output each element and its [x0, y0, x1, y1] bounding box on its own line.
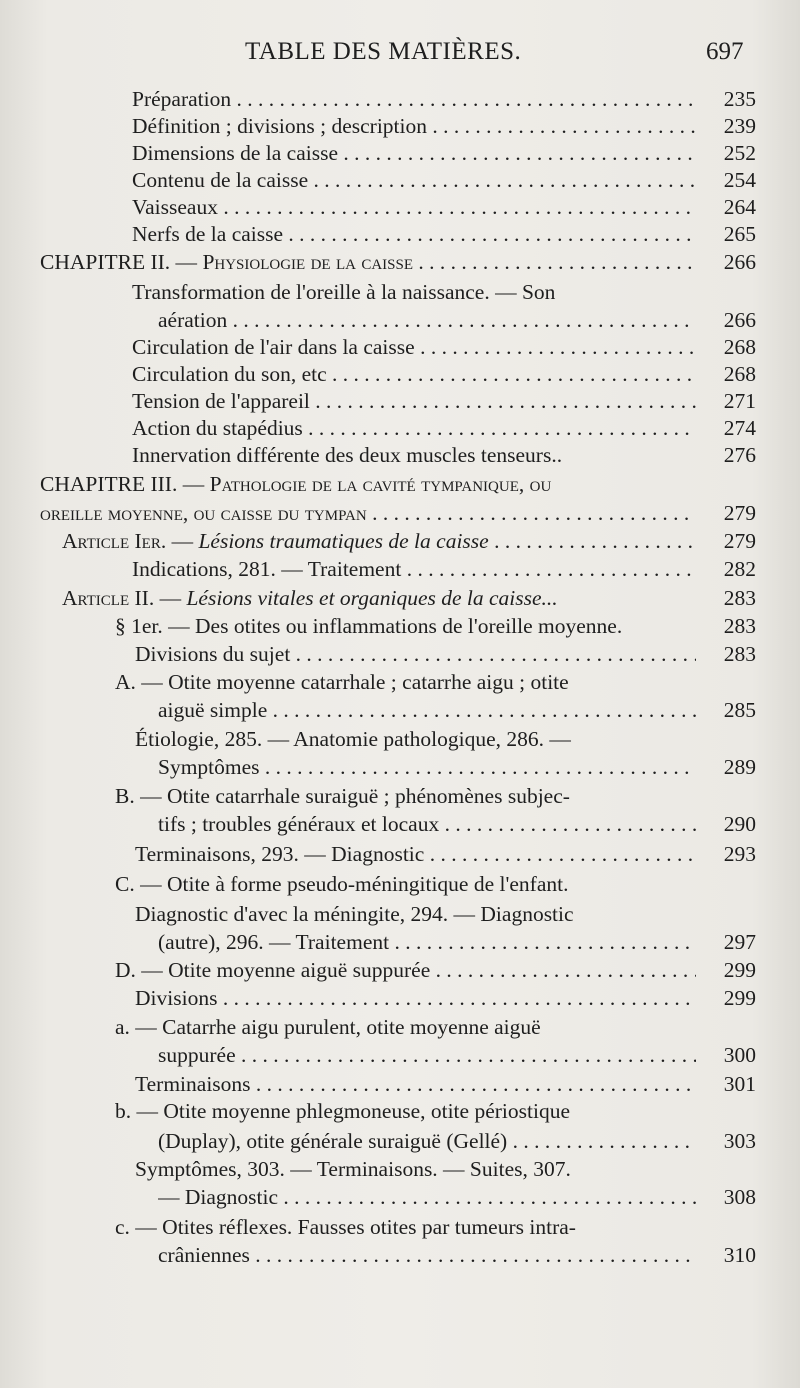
- toc-entry: [0, 669, 800, 696]
- toc-article-heading: [0, 585, 800, 612]
- toc-entry-text: (Duplay), otite générale suraiguë (Gellé) . . .: [158, 1128, 696, 1155]
- toc-entry: [0, 442, 800, 469]
- toc-entry-text: Innervation différente des deux muscles tenseurs..: [132, 443, 563, 467]
- toc-entry-text: Divisions du sujet . . .: [135, 641, 696, 668]
- toc-entry: [0, 334, 800, 361]
- toc-entry-text: Vaisseaux . . .: [132, 194, 696, 221]
- toc-entry-page: 266: [723, 250, 756, 274]
- toc-entry: [0, 726, 800, 753]
- toc-entry: [0, 783, 800, 810]
- toc-entry-page: 252: [723, 141, 756, 165]
- toc-entry-text: Contenu de la caisse . . .: [132, 167, 696, 194]
- toc-entry-page: 266: [723, 308, 756, 332]
- toc-entry-text: Symptômes, 303. — Terminaisons. — Suites, 307.: [135, 1157, 571, 1181]
- toc-chapter-text: [40, 471, 551, 498]
- toc-entry-text: Circulation de l'air dans la caisse . . .: [132, 334, 696, 361]
- toc-entry-text: (autre), 296. — Traitement . . .: [158, 929, 696, 956]
- toc-entry-page: 299: [723, 986, 756, 1010]
- toc-entry: [0, 1014, 800, 1041]
- toc-entry: [0, 221, 800, 248]
- toc-entry-page: 264: [723, 195, 756, 219]
- toc-entry-text: Tension de l'appareil . . .: [132, 388, 696, 415]
- toc-entry-text: Nerfs de la caisse . . .: [132, 221, 696, 248]
- toc-entry-page: 283: [723, 642, 756, 666]
- toc-entry-page: 268: [723, 335, 756, 359]
- toc-entry-text: § 1er. — Des otites ou inflammations de l'oreille moyenne.: [115, 614, 623, 638]
- toc-entry: [0, 1071, 800, 1098]
- toc-entry: [0, 415, 800, 442]
- chapter-label: CHAPITRE III. —: [40, 472, 205, 496]
- toc-entry: [0, 140, 800, 167]
- toc-entry-text: Transformation de l'oreille à la naissance. — Son: [132, 280, 556, 304]
- toc-entry-text: crâniennes . . .: [158, 1242, 696, 1269]
- article-title: Lésions vitales et organiques de la caisse...: [186, 586, 558, 610]
- toc-entry-text: Action du stapédius . . .: [132, 415, 696, 442]
- toc-entry-text: Symptômes . . .: [158, 754, 696, 781]
- toc-entry-text: oreille moyenne, ou caisse du tympan . . .: [40, 500, 696, 527]
- toc-entry: [0, 279, 800, 306]
- toc-entry-page: 308: [723, 1185, 756, 1209]
- toc-entry-page: 310: [723, 1243, 756, 1267]
- toc-entry-text: aération . . .: [158, 307, 696, 334]
- toc-entry: [0, 1156, 800, 1183]
- toc-entry: [0, 697, 800, 724]
- toc-entry-text: Divisions . . .: [135, 985, 696, 1012]
- toc-entry-page: 297: [723, 930, 756, 954]
- toc-entry-page: 289: [723, 755, 756, 779]
- toc-entry-page: 303: [723, 1129, 756, 1153]
- toc-entry-text: Étiologie, 285. — Anatomie pathologique, 286. —: [135, 727, 571, 751]
- toc-article-heading: [0, 528, 800, 555]
- toc-entry-page: 235: [723, 87, 756, 111]
- toc-entry-page: 279: [723, 501, 756, 525]
- chapter-title: Pathologie de la cavité tympanique, ou: [209, 472, 552, 496]
- toc-entry-text: Terminaisons, 293. — Diagnostic . . .: [135, 841, 696, 868]
- toc-entry: [0, 811, 800, 838]
- toc-entry: [0, 307, 800, 334]
- toc-entry: [0, 613, 800, 640]
- toc-entry-page: 254: [723, 168, 756, 192]
- article-title: Lésions traumatiques de la caisse: [198, 529, 489, 553]
- toc-entry-page: 282: [723, 557, 756, 581]
- toc-entry: [0, 841, 800, 868]
- toc-entry: [0, 556, 800, 583]
- toc-entry-text: b. — Otite moyenne phlegmoneuse, otite périostique: [115, 1099, 570, 1123]
- toc-entry: [0, 86, 800, 113]
- toc-entry: [0, 1184, 800, 1211]
- toc-entry: [0, 871, 800, 898]
- running-header-title: TABLE DES MATIÈRES.: [245, 38, 522, 65]
- toc-entry-text: suppurée . . .: [158, 1042, 696, 1069]
- toc-chapter-heading: [0, 471, 800, 498]
- toc-entry-text: Préparation . . .: [132, 86, 696, 113]
- toc-entry: [0, 957, 800, 984]
- toc-entry-page: 301: [723, 1072, 756, 1096]
- toc-entry-page: 285: [723, 698, 756, 722]
- toc-entry: [0, 194, 800, 221]
- toc-entry-text: Diagnostic d'avec la méningite, 294. — Diagnostic: [135, 902, 574, 926]
- toc-entry-text: aiguë simple . . .: [158, 697, 696, 724]
- toc-entry-text: Indications, 281. — Traitement . . .: [132, 556, 696, 583]
- toc-entry: [0, 1128, 800, 1155]
- toc-entry: [0, 929, 800, 956]
- toc-entry-text: — Diagnostic . . .: [158, 1184, 696, 1211]
- toc-entry-text: tifs ; troubles généraux et locaux . . .: [158, 811, 696, 838]
- toc-entry-page: 300: [723, 1043, 756, 1067]
- toc-entry: [0, 1242, 800, 1269]
- toc-entry: [0, 500, 800, 527]
- toc-article-text: [62, 585, 558, 612]
- article-label: Article Ier. —: [62, 529, 194, 553]
- toc-entry: [0, 361, 800, 388]
- toc-entry: [0, 167, 800, 194]
- toc-entry: [0, 901, 800, 928]
- toc-entry-page: 283: [723, 614, 756, 638]
- toc-entry-text: D. — Otite moyenne aiguë suppurée . . .: [115, 957, 696, 984]
- toc-entry-text: c. — Otites réflexes. Fausses otites par tumeurs intra-: [115, 1215, 576, 1239]
- toc-entry-text: Définition ; divisions ; description . . .: [132, 113, 696, 140]
- toc-entry-page: 299: [723, 958, 756, 982]
- toc-chapter-text: [40, 249, 696, 276]
- toc-entry-page: 265: [723, 222, 756, 246]
- toc-entry: [0, 1042, 800, 1069]
- toc-entry-text: Dimensions de la caisse . . .: [132, 140, 696, 167]
- chapter-title: Physiologie de la caisse: [202, 250, 414, 274]
- toc-entry-page: 279: [723, 529, 756, 553]
- toc-entry-page: 293: [723, 842, 756, 866]
- toc-entry-page: 239: [723, 114, 756, 138]
- toc-entry: [0, 1098, 800, 1125]
- toc-entry-page: 271: [723, 389, 756, 413]
- toc-entry-text: Circulation du son, etc . . .: [132, 361, 696, 388]
- toc-entry-page: 274: [723, 416, 756, 440]
- toc-entry-page: 268: [723, 362, 756, 386]
- toc-article-text: [62, 528, 696, 555]
- toc-entry: [0, 1214, 800, 1241]
- toc-entry-page: 283: [723, 586, 756, 610]
- chapter-label: CHAPITRE II. —: [40, 250, 198, 274]
- toc-entry-page: 290: [723, 812, 756, 836]
- toc-chapter-heading: [0, 249, 800, 276]
- toc-entry-text: Terminaisons . . .: [135, 1071, 696, 1098]
- toc-entry: [0, 985, 800, 1012]
- toc-entry-text: a. — Catarrhe aigu purulent, otite moyenne aiguë: [115, 1015, 541, 1039]
- toc-entry-text: B. — Otite catarrhale suraiguë ; phénomènes subjec-: [115, 784, 570, 808]
- toc-entry: [0, 754, 800, 781]
- toc-entry-page: 276: [723, 443, 756, 467]
- toc-entry: [0, 641, 800, 668]
- toc-entry: [0, 113, 800, 140]
- article-label: Article II. —: [62, 586, 182, 610]
- toc-entry: [0, 388, 800, 415]
- toc-entry-text: A. — Otite moyenne catarrhale ; catarrhe aigu ; otite: [115, 670, 569, 694]
- page-number: 697: [706, 38, 744, 65]
- toc-entry-text: C. — Otite à forme pseudo-méningitique de l'enfant.: [115, 872, 569, 896]
